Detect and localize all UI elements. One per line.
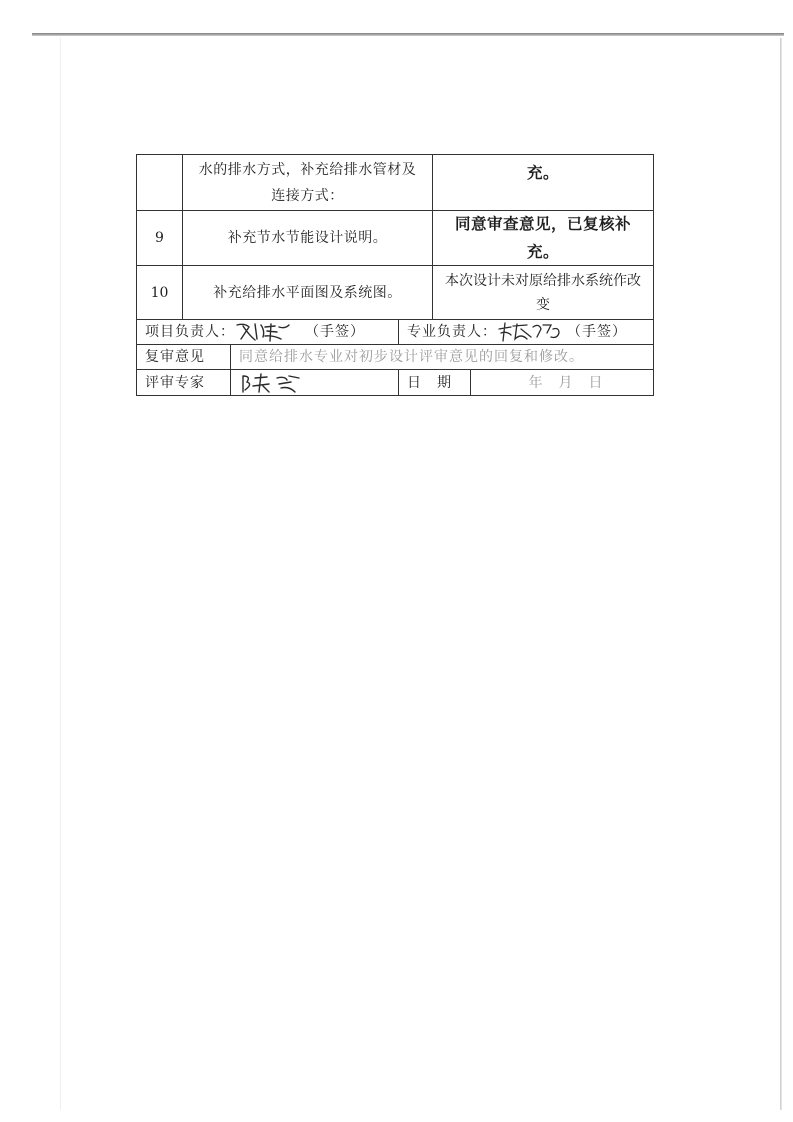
expert-signature [239, 372, 303, 394]
review-opinion-text: 同意给排水专业对初步设计评审意见的回复和修改。 [239, 349, 584, 365]
reply-text: 本次设计未对原给排水系统作改变 [445, 272, 641, 313]
review-opinion-label-cell [137, 345, 231, 369]
review-table [136, 154, 654, 396]
project-lead-label: 项目负责人： [145, 324, 235, 340]
signature-row [137, 320, 653, 345]
date-label: 日 期 [407, 374, 452, 391]
row-number: 10 [137, 266, 183, 319]
scan-edge-right [780, 38, 782, 1110]
review-form-sheet [136, 154, 656, 396]
review-opinion-cell [231, 345, 653, 369]
expert-label: 评审专家 [145, 374, 205, 391]
project-lead-signature [235, 321, 291, 343]
scan-edge-left [60, 38, 61, 1110]
reply-cell [433, 266, 653, 319]
review-item-text: 补充节水节能设计说明。 [227, 230, 388, 246]
project-lead-cell [137, 320, 399, 344]
handwritten-signature-icon [235, 321, 291, 343]
discipline-lead-label: 专业负责人： [407, 324, 497, 340]
handwritten-signature-icon [239, 372, 303, 394]
table-row [137, 155, 653, 211]
date-value: 年 月 日 [528, 374, 604, 391]
discipline-lead-cell [399, 320, 653, 344]
row-number: 9 [137, 211, 183, 265]
review-opinion-label: 复审意见 [145, 349, 205, 365]
review-item [183, 211, 433, 265]
reply-text: 充。 [526, 164, 559, 182]
hand-sign-label: （手签） [305, 324, 365, 340]
date-value-cell [471, 370, 653, 395]
reply-cell [433, 155, 653, 210]
row-number [137, 155, 183, 210]
hand-sign-label: （手签） [567, 324, 627, 340]
expert-label-cell [137, 370, 231, 395]
review-item-text: 补充给排水平面图及系统图。 [213, 284, 402, 301]
table-row [137, 266, 653, 320]
discipline-lead-signature [497, 321, 563, 343]
expert-signature-cell [231, 370, 399, 395]
review-item [183, 266, 433, 319]
table-row [137, 211, 653, 266]
expert-row [137, 370, 653, 395]
scan-edge-top [32, 33, 784, 36]
review-item [183, 155, 433, 210]
reply-cell [433, 211, 653, 265]
date-label-cell [399, 370, 471, 395]
review-opinion-row [137, 345, 653, 370]
review-item-text: 水的排水方式，补充给排水管材及连接方式： [198, 161, 417, 204]
handwritten-signature-icon [497, 321, 563, 343]
reply-text: 同意审查意见，已复核补充。 [454, 215, 631, 261]
